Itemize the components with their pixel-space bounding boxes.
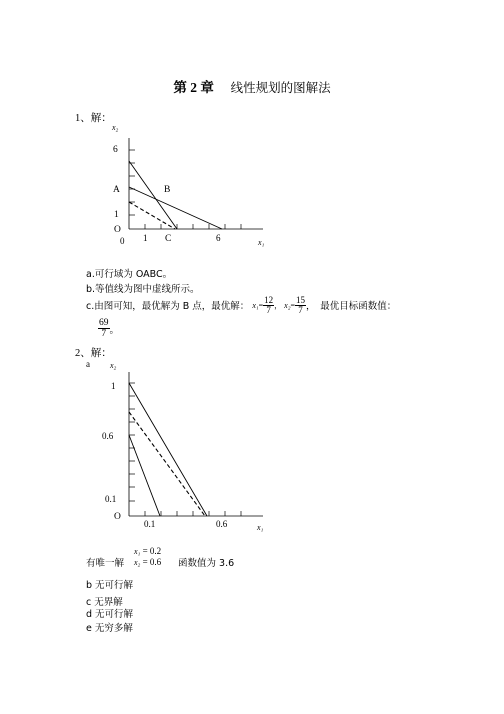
sol-x2-var: x₂ [284, 300, 291, 310]
sol-x1-separator: ， [274, 300, 283, 310]
sol2-x1-var: x₁ [134, 547, 141, 556]
function-value: 函数值为 3.6 [178, 558, 235, 569]
section1-line-c-prefix: c.由图可知，最优解为 B 点，最优解： [86, 301, 250, 312]
obj-numerator: 69 [99, 318, 109, 328]
graph1-constraint-line-2 [129, 187, 222, 229]
sol2-x2-var: x₂ [134, 558, 141, 567]
graph1-y-tick-1: 1 [114, 210, 119, 220]
graph2-x-axis-label: x₁ [257, 523, 264, 532]
sol-x1-eq: = [258, 300, 264, 310]
graph2-y-tick-1: 1 [111, 381, 116, 391]
graph2-x-tick-06: 0.6 [216, 519, 228, 529]
graph2-constraint-line-2 [129, 435, 160, 516]
unique-solution-values [134, 546, 161, 568]
sol2-x1-val: = 0.2 [142, 546, 162, 556]
section1-line-c [86, 293, 396, 317]
graph2-x-tick-01: 0.1 [144, 519, 156, 529]
sol-x1-denominator: 7 [266, 304, 271, 315]
graph1-x-tick-0: 0 [120, 236, 125, 246]
obj-end: 。 [109, 324, 120, 336]
graph-1 [0, 0, 504, 260]
graph-2 [0, 355, 504, 535]
sol-x2-denominator: 7 [298, 304, 303, 315]
graph1-x-ticks [145, 224, 241, 229]
sol2-x2-row [134, 557, 161, 568]
section1-heading: 1、解： [75, 113, 112, 124]
chapter-number: 第 2 章 [173, 80, 214, 95]
sol-x2-fraction [295, 296, 306, 315]
section1-after-solution: ， 最优目标函数值： [306, 301, 397, 312]
sol2-x2-val: = 0.6 [142, 557, 162, 567]
graph2-constraint-line-1 [129, 383, 207, 516]
obj-fraction [98, 318, 110, 339]
graph2-point-o: O [114, 512, 121, 522]
section1-line-a: a.可行域为 OABC。 [86, 269, 173, 280]
section2-heading: 2、解： [75, 348, 112, 359]
graph1-x-tick-1: 1 [143, 233, 148, 243]
graph1-objective-line [129, 202, 175, 229]
graph2-y-axis-label: x₂ [110, 361, 117, 370]
graph1-constraint-line-1 [129, 161, 177, 229]
section2-part-d: d 无可行解 [86, 609, 134, 620]
graph1-x-tick-6: 6 [216, 233, 221, 243]
objective-value [98, 318, 119, 339]
chapter-name: 线性规划的图解法 [230, 80, 331, 95]
graph1-point-a: A [113, 185, 120, 195]
unique-solution-label: 有唯一解 [86, 558, 125, 569]
sol-x2-eq: = [290, 300, 296, 310]
graph1-x-axis-label: x₁ [258, 238, 265, 247]
graph2-y-tick-06: 0.6 [102, 431, 114, 441]
graph2-y-tick-01: 0.1 [105, 494, 117, 504]
sol-x1-numerator: 12 [264, 294, 274, 305]
graph1-y-axis-label: x₂ [112, 123, 119, 132]
section2-part-c: c 无界解 [86, 597, 123, 608]
section2-part-a: a [86, 359, 90, 369]
graph1-point-c: C [165, 234, 172, 244]
section1-line-b: b.等值线为图中虚线所示。 [86, 284, 200, 295]
sol2-x1-row [134, 546, 161, 557]
sol-x1-var: x₁ [252, 300, 259, 310]
obj-denominator: 7 [101, 329, 107, 339]
graph1-y-ticks [129, 150, 135, 215]
graph1-point-b: B [164, 185, 171, 195]
graph1-point-o: O [114, 225, 121, 235]
sol-x1-fraction [263, 296, 274, 315]
section2-part-b: b 无可行解 [86, 580, 134, 591]
section2-part-e: e 无穷多解 [86, 623, 133, 634]
sol-x2-numerator: 15 [296, 294, 306, 305]
graph1-y-tick-6: 6 [113, 145, 118, 155]
